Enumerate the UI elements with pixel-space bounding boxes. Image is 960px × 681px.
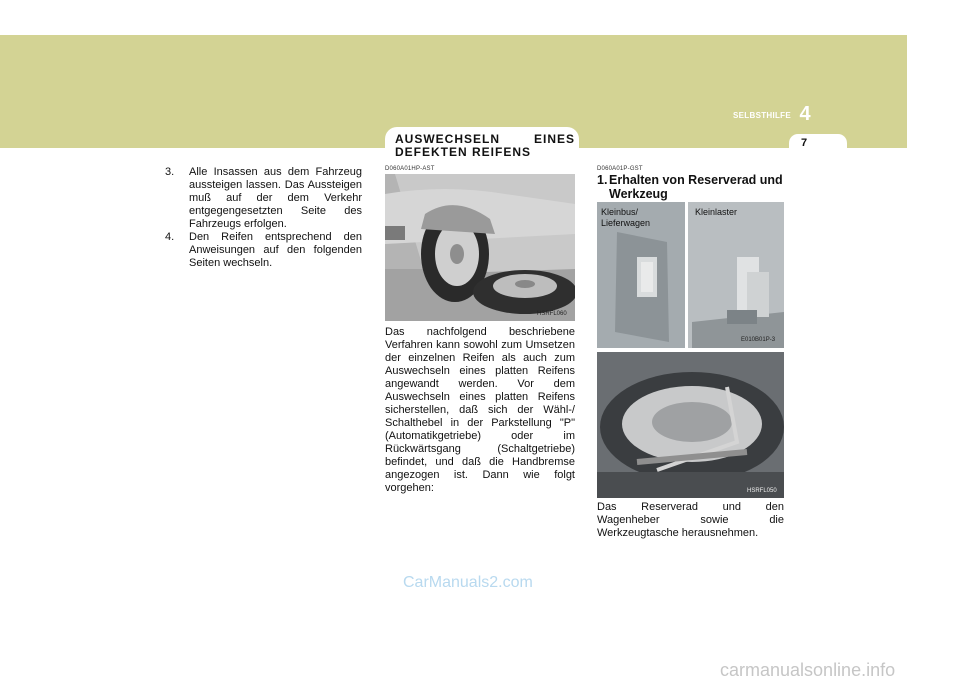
list-number: 3.	[165, 166, 175, 178]
watermark-footer[interactable]: carmanualsonline.info	[720, 660, 896, 680]
storage-photo	[597, 202, 784, 348]
heading-number: 1.	[597, 173, 608, 187]
subsection-heading	[597, 173, 787, 201]
instruction-paragraph: Das Reserverad und den Wagenheber sowie die Werkzeugtasche herausnehmen.	[597, 501, 784, 539]
left-column	[165, 166, 362, 270]
list-number: 4.	[165, 231, 175, 243]
watermark-carmanuals[interactable]: CarManuals2.com	[403, 574, 533, 591]
list-item	[165, 166, 362, 231]
intro-paragraph: Das nachfolgend beschriebene Verfahren kann sowohl zum Umsetzen der einzelnen Reifen als auch zum Auswechseln eines platten Reifens angewandt werden. Vor dem Auswechseln eines platten Reifens sicherstellen, daß sich der Wähl-/ Schalthebel in der Parkstellung "P" (Automatikgetriebe) oder im Rückwärtsgang (Schaltgetriebe) befindet, und daß die Handbremse angezogen ist. Dann wie folgt vorgehen:	[385, 326, 575, 494]
list-text: Alle Insassen aus dem Fahrzeug aussteigen lassen. Das Aussteigen muß auf der dem Verkehr entgegengesetzten Seite des Fahrzeugs erfolgen.	[189, 166, 362, 230]
section-code: D060A01P-GST	[597, 166, 643, 172]
page-number: 7	[800, 137, 808, 149]
image-code: E010B01P-3	[741, 337, 776, 343]
image-label-truck: Kleinlaster	[695, 207, 738, 217]
heading-line: Werkzeug	[609, 187, 668, 201]
list-text: Den Reifen entsprechend den Anweisungen auf den folgenden Seiten wechseln.	[189, 231, 362, 269]
image-label-van: Lieferwagen	[601, 218, 651, 228]
tire-illustration	[385, 174, 575, 321]
spare-wheel-photo	[597, 352, 784, 498]
tire-photo	[385, 174, 575, 321]
section-heading: AUSWECHSELN EINES DEFEKTEN REIFENS	[395, 132, 575, 159]
chapter-number: 4	[799, 103, 811, 125]
chapter-title: SELBSTHILFE	[733, 111, 791, 120]
section-code: D060A01HP-AST	[385, 166, 435, 172]
image-code: HSRFL050	[747, 488, 777, 494]
list-item	[165, 231, 362, 270]
image-code: HSRFL060	[537, 311, 567, 317]
heading-line: Erhalten von Reserverad und	[609, 173, 783, 187]
image-label-minibus: Kleinbus/	[601, 207, 639, 217]
spare-wheel-illustration	[597, 352, 784, 498]
